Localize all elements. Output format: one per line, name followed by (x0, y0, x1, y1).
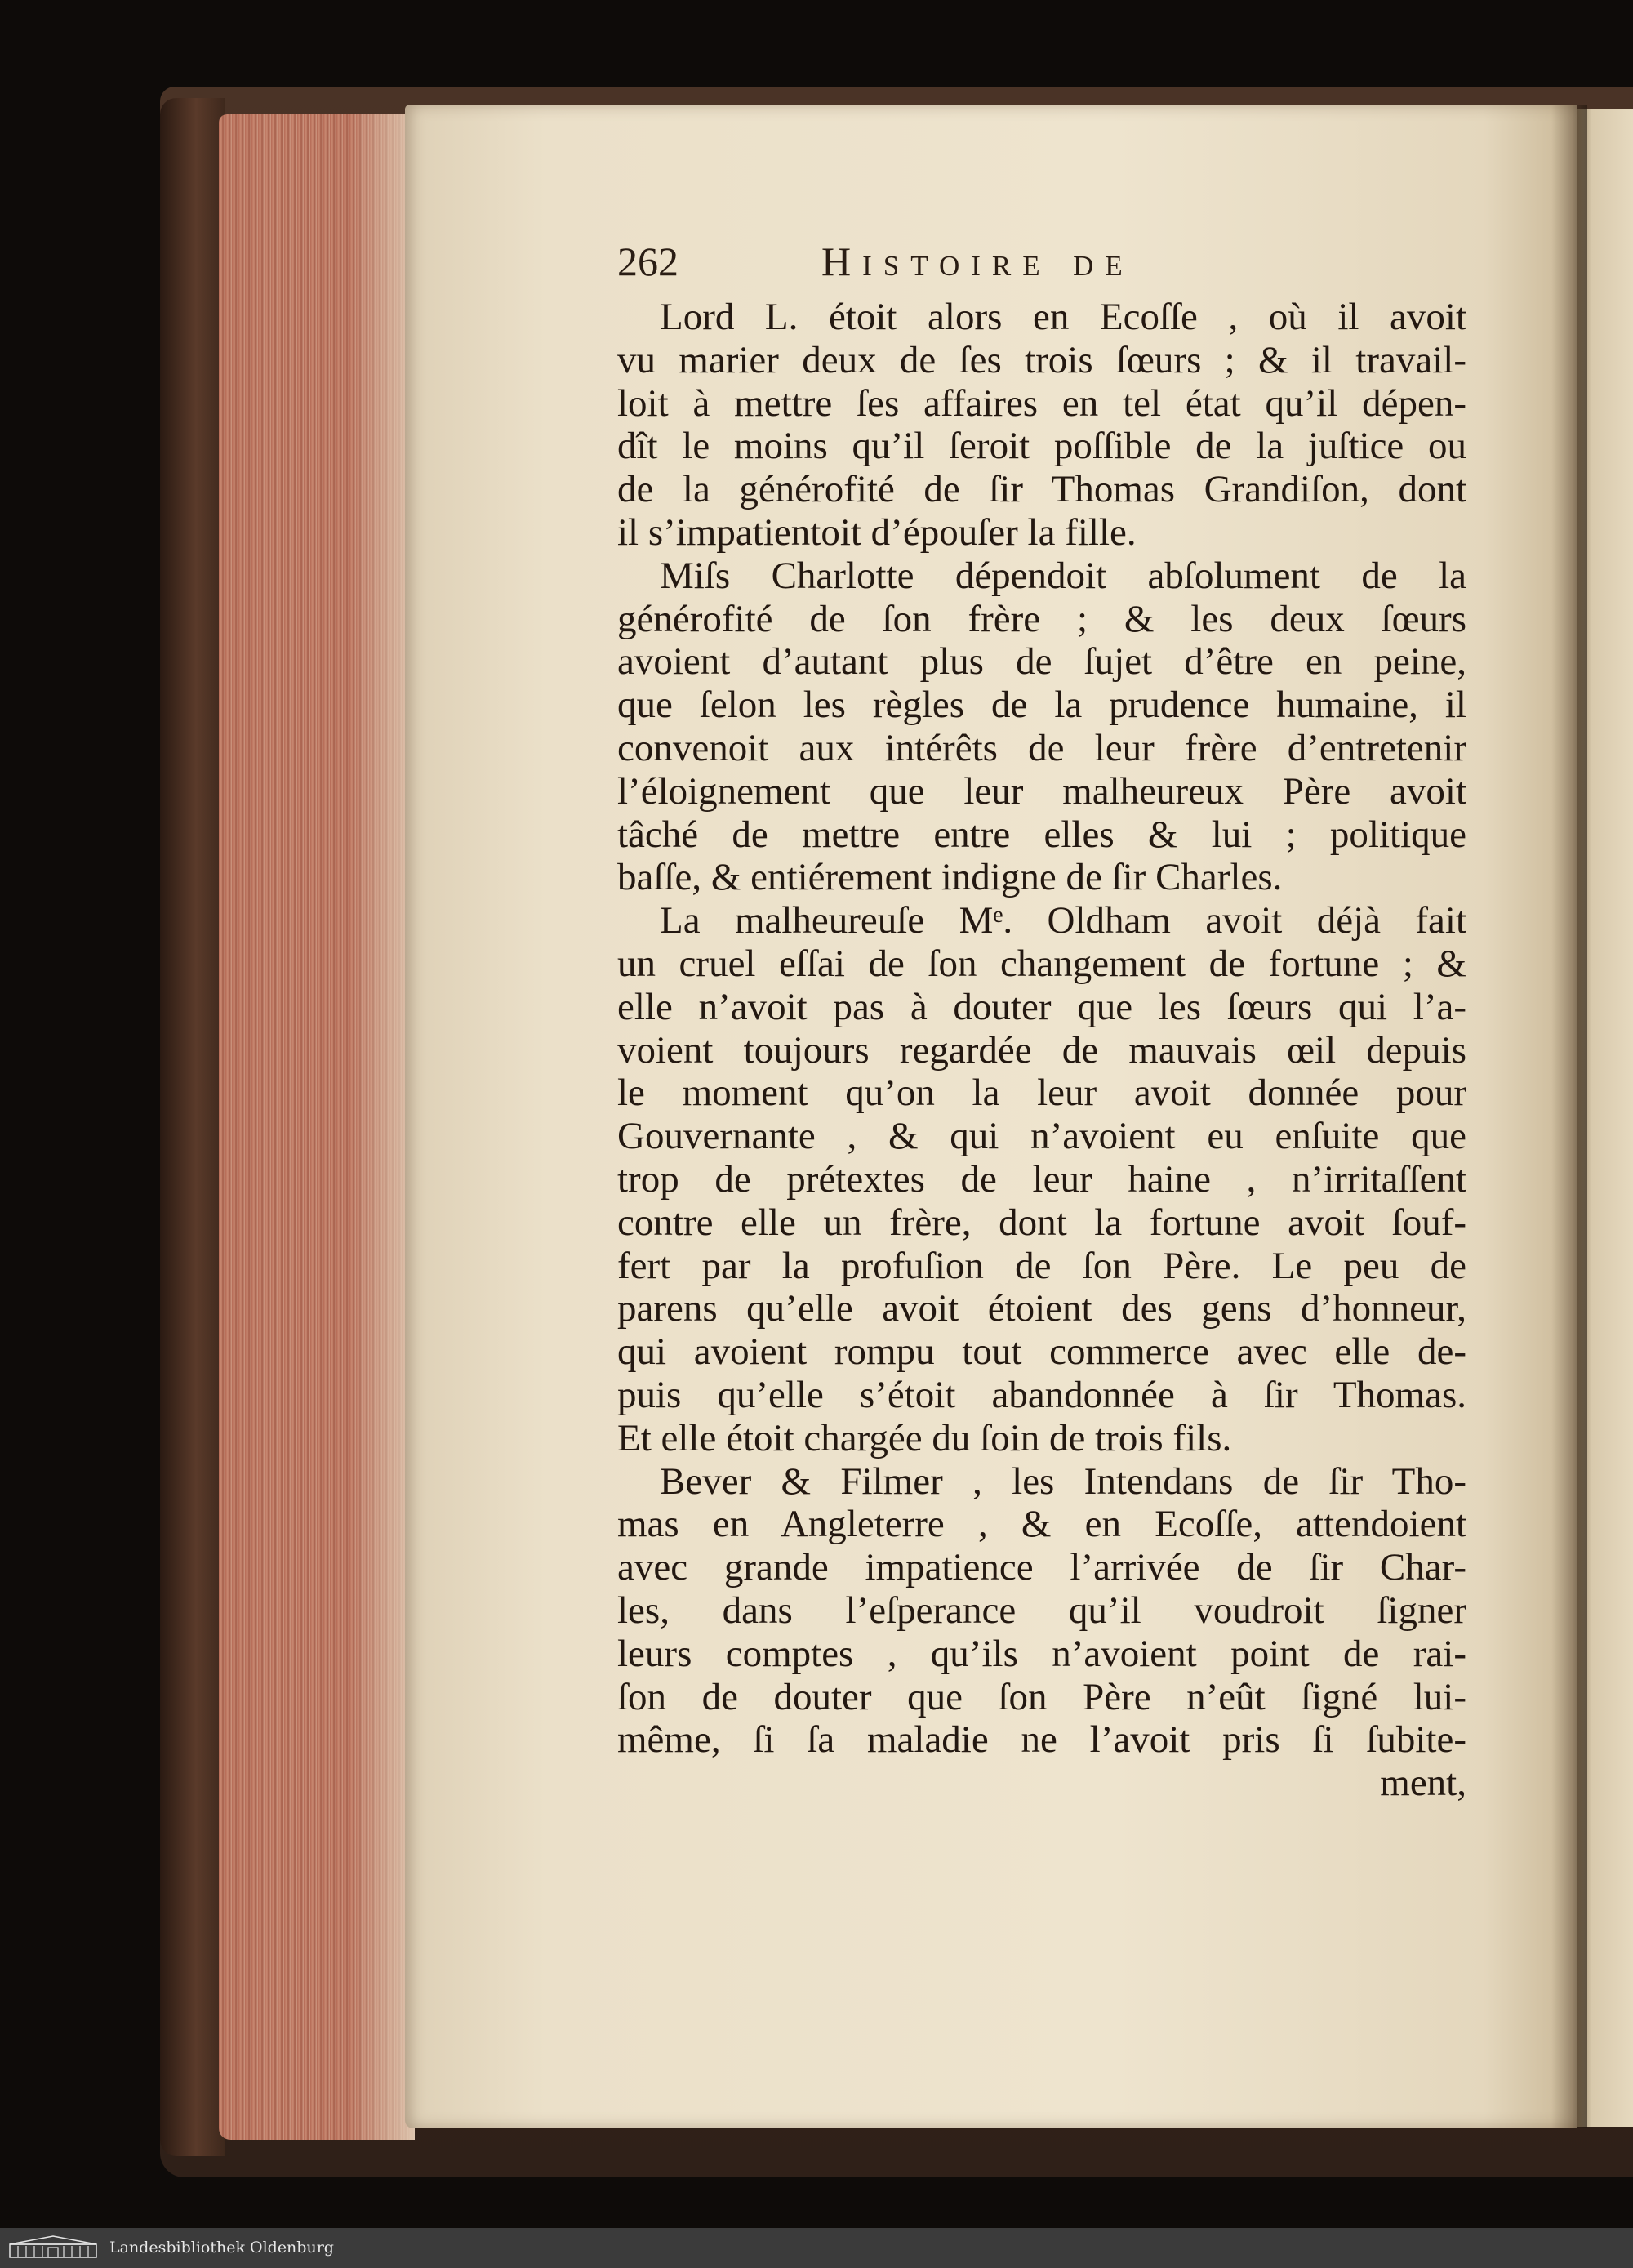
text-line: puis qu’elle s’étoit abandonnée à ſir Thomas. (617, 1373, 1466, 1416)
book-spine (160, 98, 225, 2156)
text-line: convenoit aux intérêts de leur frère d’entretenir (617, 726, 1466, 769)
page-gutter (1551, 105, 1587, 2128)
text-line: Lord L. étoit alors en Ecoſſe , où il avoit (660, 296, 1466, 338)
text-line: l’éloignement que leur malheureux Père avoit (617, 769, 1466, 813)
paragraph (617, 296, 1466, 555)
text-line: Bever & Filmer , les Intendans de ſir Tho- (660, 1459, 1466, 1503)
viewer-footer (0, 2228, 1633, 2268)
text-line: Gouvernante , & qui n’avoient eu enſuite que (617, 1115, 1466, 1158)
text-line: vu marier deux de ſes trois ſœurs ; & il travail- (617, 338, 1466, 381)
text-line: Et elle étoit chargée du ſoin de trois fils. (617, 1416, 1232, 1459)
page-headline (617, 233, 1466, 290)
text-line: elle n’avoit pas à douter que les ſœurs qui l’a- (617, 985, 1466, 1028)
text-line: voient toujours regardée de mauvais œil depuis (617, 1028, 1466, 1072)
text-line: générofité de ſon frère ; & les deux ſœurs (617, 597, 1466, 640)
text-line: leurs comptes , qu’ils n’avoient point de rai- (617, 1632, 1466, 1675)
text-line: un cruel eſſai de ſon changement de fortune ; & (617, 942, 1466, 985)
page-text (617, 296, 1466, 1805)
text-line: de la générofité de ſir Thomas Grandiſon, dont (617, 468, 1466, 511)
text-line: Miſs Charlotte dépendoit abſolument de la (660, 554, 1466, 597)
text-line: dît le moins qu’il ſeroit poſſible de la juſtice ou (617, 425, 1466, 468)
library-name: Landesbibliothek Oldenburg (109, 2239, 334, 2257)
text-line: tâché de mettre entre elles & lui ; politique (617, 813, 1466, 856)
paragraph (617, 555, 1466, 899)
text-line: mas en Angleterre , & en Ecoſſe, attendoient (617, 1503, 1466, 1546)
paragraph (617, 899, 1466, 1459)
text-line: fert par la profuſion de ſon Père. Le peu de (617, 1244, 1466, 1287)
text-line: le moment qu’on la leur avoit donnée pour (617, 1072, 1466, 1115)
library-building-icon (8, 2235, 98, 2259)
text-line: La malheureuſe Mᵉ. Oldham avoit déjà fait (660, 899, 1466, 942)
text-line: qui avoient rompu tout commerce avec elle de- (617, 1330, 1466, 1374)
running-head: Histoire de (821, 238, 1134, 284)
catchword: ment, (1380, 1762, 1466, 1805)
text-line: ſon de douter que ſon Père n’eût ſigné lui- (617, 1675, 1466, 1718)
paragraph (617, 1460, 1466, 1762)
text-line: loit à mettre ſes affaires en tel état qu’il dépen- (617, 381, 1466, 425)
text-line: les, dans l’eſperance qu’il voudroit ſigner (617, 1588, 1466, 1632)
text-line: avec grande impatience l’arrivée de ſir Char- (617, 1546, 1466, 1589)
text-line: trop de prétextes de leur haine , n’irritaſſent (617, 1157, 1466, 1201)
text-line: avoient d’autant plus de ſujet d’être en peine, (617, 640, 1466, 684)
text-line: même, ſi ſa maladie ne l’avoit pris ſi ſubite- (617, 1718, 1466, 1762)
text-line: que ſelon les règles de la prudence humaine, il (617, 684, 1466, 727)
text-line: baſſe, & entiérement indigne de ſir Charles. (617, 856, 1283, 899)
text-line: parens qu’elle avoit étoient des gens d’honneur, (617, 1287, 1466, 1330)
text-line: il s’impatientoit d’épouſer la fille. (617, 510, 1137, 554)
page-number: 262 (617, 238, 679, 284)
text-line: contre elle un frère, dont la fortune avoit ſouf- (617, 1201, 1466, 1244)
